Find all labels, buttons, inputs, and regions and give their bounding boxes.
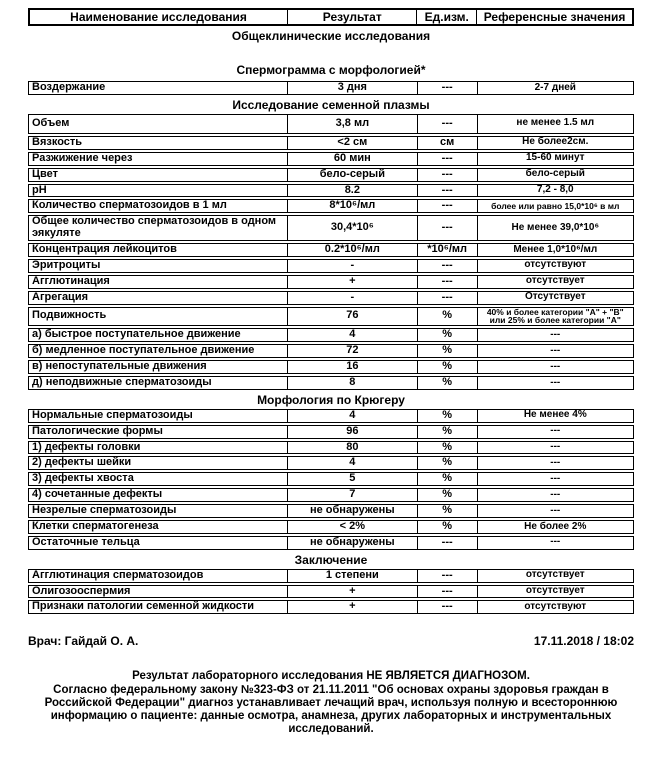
header-col-unit: Ед.изм. (416, 10, 476, 24)
table-row (28, 456, 634, 470)
row-unit: % (417, 473, 477, 485)
row-reference: более или равно 15,0*10⁶ в мл (477, 200, 633, 212)
row-result: 80 (287, 442, 417, 454)
row-reference: --- (477, 457, 633, 469)
section-title: Спермограмма с морфологией* (236, 63, 426, 77)
row-unit: % (417, 505, 477, 517)
table-row (28, 504, 634, 518)
row-name: 2) дефекты шейки (32, 456, 132, 469)
row-unit: --- (417, 601, 477, 613)
table-row (28, 536, 634, 550)
row-name: 3) дефекты хвоста (32, 472, 134, 485)
row-name: Нормальные сперматозоиды (32, 408, 193, 421)
row-name: Объем (32, 116, 70, 129)
table-row (28, 409, 634, 423)
table-row (28, 472, 634, 486)
row-unit: --- (417, 292, 477, 304)
row-unit: % (417, 361, 477, 373)
table-row (28, 114, 634, 134)
row-result: 16 (287, 361, 417, 373)
row-reference: --- (477, 345, 633, 357)
row-unit: --- (417, 200, 477, 212)
table-row (28, 259, 634, 273)
table-row (28, 152, 634, 166)
row-name: Подвижность (32, 309, 107, 322)
row-result: 4 (287, 457, 417, 469)
row-reference: 15-60 минут (477, 153, 633, 165)
row-name: Общее количество сперматозоидов в одном эякуляте (32, 215, 277, 240)
row-name: Цвет (32, 167, 59, 180)
row-name: Клетки сперматогенеза (32, 519, 159, 532)
row-reference: --- (477, 537, 633, 549)
row-reference: Не менее 39,0*10⁶ (477, 216, 633, 240)
row-result: 1 степени (287, 570, 417, 582)
header-col-result: Результат (287, 10, 416, 24)
row-name: Агрегация (32, 290, 89, 303)
row-unit: *10⁶/мл (417, 244, 477, 256)
row-name: 4) сочетанные дефекты (32, 488, 163, 501)
table-row (28, 441, 634, 455)
section-title: Морфология по Крюгеру (257, 392, 405, 407)
row-name: б) медленное поступательное движение (32, 344, 255, 357)
row-result: 8 (287, 377, 417, 389)
row-reference: 40% и более категории "А" + "В" или 25% и более категории "А" (477, 308, 633, 326)
row-name: pH (32, 183, 47, 196)
table-row (28, 569, 634, 583)
row-reference: Отсутствует (477, 292, 633, 304)
row-name: Агглютинация (32, 274, 110, 287)
row-result: <2 см (287, 137, 417, 149)
row-result: не обнаружены (287, 505, 417, 517)
doctor-name: Врач: Гайдай О. А. (28, 634, 139, 649)
row-reference: Менее 1,0*10⁶/мл (477, 244, 633, 256)
row-unit: % (417, 329, 477, 341)
row-reference: отсутствует (477, 570, 633, 582)
row-name: Патологические формы (32, 424, 163, 437)
table-row (28, 81, 634, 95)
row-reference: --- (477, 329, 633, 341)
row-reference: отсутствуют (477, 260, 633, 272)
row-name: Воздержание (32, 81, 106, 93)
row-unit: % (417, 521, 477, 533)
row-result: 4 (287, 329, 417, 341)
row-name: Эритроциты (32, 258, 101, 271)
row-reference: отсутствует (477, 586, 633, 598)
row-result: + (287, 276, 417, 288)
row-reference: Не более2см. (477, 137, 633, 149)
row-result: < 2% (287, 521, 417, 533)
row-result: 0.2*10⁶/мл (287, 244, 417, 256)
row-reference: не менее 1.5 мл (477, 115, 633, 133)
row-unit: --- (417, 570, 477, 582)
row-result: 5 (287, 473, 417, 485)
row-unit: % (417, 442, 477, 454)
row-unit: --- (417, 169, 477, 181)
table-row (28, 344, 634, 358)
table-row (28, 215, 634, 241)
disclaimer-body: Согласно федеральному закону №323-ФЗ от 21.11.2011 "Об основах охраны здоровья граждан в Российской Федерации" диагноз устанавливает лечащий врач, используя полную и всестороннюю информацию о пациенте: данные осмотра, анамнеза, других лабораторных и инструментальных исследований. (44, 683, 618, 736)
row-unit: % (417, 308, 477, 326)
section-title: Заключение (294, 552, 368, 567)
row-result: 76 (287, 308, 417, 326)
row-unit: --- (417, 153, 477, 165)
row-result: 8*10⁶/мл (287, 200, 417, 212)
row-result: 30,4*10⁶ (287, 216, 417, 240)
row-name: Признаки патологии семенной жидкости (32, 600, 255, 613)
header-col-name: Наименование исследования (70, 9, 247, 24)
row-name: д) неподвижные сперматозоиды (32, 375, 212, 388)
row-unit: --- (417, 185, 477, 197)
row-result: 7 (287, 489, 417, 501)
row-reference: отсутствуют (477, 601, 633, 613)
section-title: Общеклинические исследования (231, 29, 431, 43)
row-result: 72 (287, 345, 417, 357)
row-reference: 2-7 дней (477, 82, 633, 94)
row-result: - (287, 292, 417, 304)
table-row (28, 199, 634, 213)
row-result: не обнаружены (287, 537, 417, 549)
disclaimer (28, 670, 634, 736)
row-name: Агглютинация сперматозоидов (32, 568, 204, 581)
table-row (28, 291, 634, 305)
report-datetime: 17.11.2018 / 18:02 (533, 634, 634, 649)
row-name: Незрелые сперматозоиды (32, 504, 177, 517)
row-result: 60 мин (287, 153, 417, 165)
row-reference: Не менее 4% (477, 410, 633, 422)
table-row (28, 600, 634, 614)
disclaimer-title: Результат лабораторного исследования НЕ ЯВЛЯЕТСЯ ДИАГНОЗОМ. (132, 670, 530, 683)
row-name: Вязкость (32, 135, 83, 148)
row-unit: % (417, 410, 477, 422)
table-row (28, 360, 634, 374)
row-reference: отсутствует (477, 276, 633, 288)
row-unit: % (417, 489, 477, 501)
table-row (28, 376, 634, 390)
row-reference: --- (477, 361, 633, 373)
row-reference: --- (477, 426, 633, 438)
section-title: Исследование семенной плазмы (232, 97, 430, 112)
row-reference: --- (477, 505, 633, 517)
row-unit: % (417, 457, 477, 469)
header-col-reference: Референсные значения (476, 10, 632, 24)
row-result: бело-серый (287, 169, 417, 181)
row-result: 4 (287, 410, 417, 422)
row-reference: --- (477, 377, 633, 389)
row-result: + (287, 586, 417, 598)
table-row (28, 328, 634, 342)
row-name: в) непоступательные движения (32, 360, 207, 373)
row-reference: --- (477, 442, 633, 454)
row-reference: Не более 2% (477, 521, 633, 533)
row-unit: % (417, 377, 477, 389)
row-name: а) быстрое поступательное движение (32, 328, 241, 341)
table-row (28, 136, 634, 150)
table-row (28, 585, 634, 599)
row-unit: --- (417, 115, 477, 133)
row-result: 96 (287, 426, 417, 438)
row-name: Разжижение через (32, 151, 133, 164)
row-result: - (287, 260, 417, 272)
row-result: 3,8 мл (287, 115, 417, 133)
row-unit: --- (417, 260, 477, 272)
results-table-body (28, 29, 634, 614)
row-unit: % (417, 345, 477, 357)
row-unit: --- (417, 216, 477, 240)
row-name: Остаточные тельца (32, 535, 140, 548)
table-row (28, 307, 634, 327)
row-name: 1) дефекты головки (32, 440, 141, 453)
row-reference: --- (477, 489, 633, 501)
table-row (28, 243, 634, 257)
table-row (28, 488, 634, 502)
row-name: Концентрация лейкоцитов (32, 243, 177, 255)
row-unit: --- (417, 586, 477, 598)
row-unit: --- (417, 537, 477, 549)
row-result: 8.2 (287, 185, 417, 197)
row-reference: --- (477, 473, 633, 485)
row-unit: % (417, 426, 477, 438)
table-row (28, 425, 634, 439)
table-row (28, 168, 634, 182)
table-row (28, 184, 634, 198)
table-row (28, 275, 634, 289)
row-result: + (287, 601, 417, 613)
table-row (28, 520, 634, 534)
signature-line (28, 634, 634, 648)
table-header (28, 8, 634, 26)
row-name: Количество сперматозоидов в 1 мл (32, 199, 227, 212)
row-reference: бело-серый (477, 169, 633, 181)
row-unit: --- (417, 82, 477, 94)
row-unit: --- (417, 276, 477, 288)
row-name: Олигозооспермия (32, 584, 131, 597)
row-unit: см (417, 137, 477, 149)
row-reference: 7,2 - 8,0 (477, 185, 633, 197)
row-result: 3 дня (287, 82, 417, 94)
